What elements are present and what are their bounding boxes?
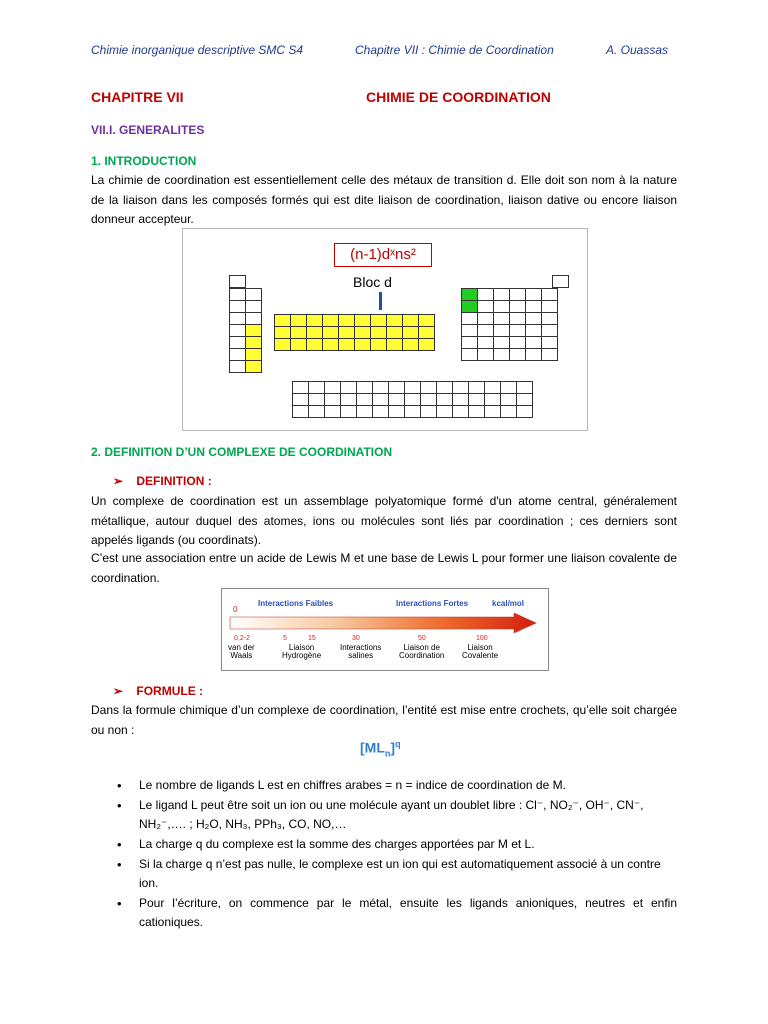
d-block <box>274 314 435 351</box>
formule-subheading: ➢ FORMULE : <box>113 684 204 698</box>
energy-tick: 30 <box>352 635 360 642</box>
unit-label: kcal/mol <box>492 599 525 608</box>
electron-config-box: (n-1)dˣns² <box>334 243 432 267</box>
definition-subheading: ➢ DEFINITION : <box>113 474 212 488</box>
list-item: • Le nombre de ligands L est en chiffres arabes = n = indice de coordination de M. <box>139 776 677 795</box>
header-author: A. Ouassas <box>606 43 669 57</box>
energy-tick: 50 <box>418 635 426 642</box>
list-item: • Le ligand L peut être soit un ion ou une molécule ayant un doublet libre : Cl⁻, NO₂⁻, OH⁻, CN⁻, NH₂⁻,…. ; H₂O, NH₃, PPh₃, CO, NO,… <box>139 796 677 834</box>
interaction-type-label: van der Waals <box>228 643 255 660</box>
arrow-down-icon <box>379 292 382 310</box>
weak-label: Interactions Faibles <box>258 599 334 608</box>
complex-formula: $[ML_n]^q$ <box>360 739 401 759</box>
header-course: Chimie inorganique descriptive SMC S4 <box>91 43 304 57</box>
zero-label: 0 <box>233 605 238 614</box>
s-block <box>229 275 246 288</box>
energy-gradient-arrow <box>228 613 540 633</box>
energy-tick: 5 <box>283 635 287 642</box>
he-cell <box>552 275 569 288</box>
interaction-energy-figure <box>221 588 549 671</box>
section-generalites: VII.I. GENERALITES <box>91 123 205 137</box>
chapter-number: CHAPITRE VII <box>91 89 184 105</box>
arrow-right-icon: ➢ <box>113 474 137 488</box>
list-item: • Si la charge q n’est pas nulle, le complexe est un ion qui est automatiquement associé à un contre ion. <box>139 855 677 893</box>
f-block <box>292 381 533 418</box>
intro-paragraph: La chimie de coordination est essentiellement celle des métaux de transition d. Elle doit son nom à la nature de la liaison dans les composés formés qui est dite liaison de coordination, liaison dative ou encore liaison donneur accepteur. <box>91 173 677 226</box>
p-block <box>461 288 558 361</box>
list-item: • Pour l’écriture, on commence par le métal, ensuite les ligands anioniques, neutres et enfin cationiques. <box>139 894 677 932</box>
interaction-type-label: Liaison Hydrogène <box>282 643 322 660</box>
definition-text: Un complexe de coordination est un assemblage polyatomique formé d'un atome central, généralement métallique, autour duquel des atomes, ions ou molécules sont liés par coordination ; ces derniers sont appelés ligands (ou coordinats). <box>91 494 677 547</box>
interaction-type-label: Interactions salines <box>340 643 382 660</box>
rules-list <box>113 776 677 933</box>
formule-text: Dans la formule chimique d’un complexe de coordination, l’entité est mise entre crochets, qu’elle soit chargée ou non : <box>91 703 677 737</box>
strong-label: Interactions Fortes <box>396 599 469 608</box>
list-item: • La charge q du complexe est la somme des charges apportées par M et L. <box>139 835 677 854</box>
energy-tick: 0,2-2 <box>234 635 250 642</box>
periodic-table-figure <box>182 228 588 431</box>
interaction-type-label: Liaison de Coordination <box>399 643 445 660</box>
definition-text-2: C’est une association entre un acide de Lewis M et une base de Lewis L pour former une liaison covalente de coordination. <box>91 551 677 585</box>
definition-heading: 2. DEFINITION D’UN COMPLEXE DE COORDINATION <box>91 445 393 459</box>
header-chapter: Chapitre VII : Chimie de Coordination <box>355 43 554 57</box>
arrow-right-icon: ➢ <box>113 684 137 698</box>
energy-tick: 15 <box>308 635 316 642</box>
chapter-title: CHIMIE DE COORDINATION <box>366 89 551 105</box>
energy-tick: 100 <box>476 635 488 642</box>
bloc-d-label: Bloc d <box>353 274 392 290</box>
s-block-rows <box>229 288 262 373</box>
intro-heading: 1. INTRODUCTION <box>91 154 197 168</box>
interaction-type-label: Liaison Covalente <box>462 643 499 660</box>
